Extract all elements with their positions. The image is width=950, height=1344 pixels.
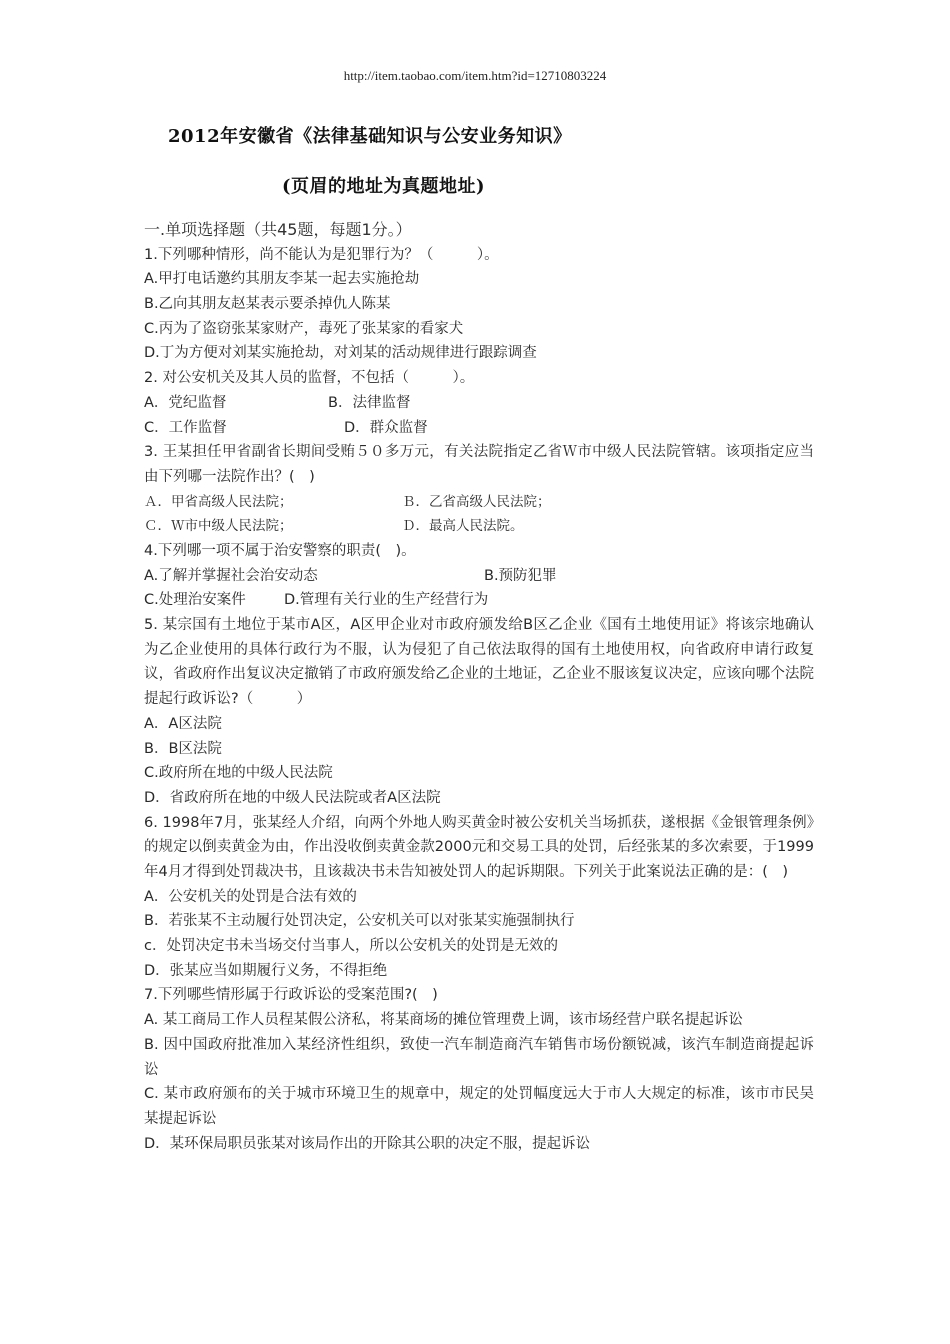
- question-1-option-a: A.甲打电话邀约其朋友李某一起去实施抢劫: [144, 271, 420, 288]
- question-5-option-d: D．省政府所在地的中级人民法院或者A区法院: [144, 789, 441, 806]
- question-4-option-c: C.处理治安案件: [144, 592, 246, 609]
- question-3-stem: 3. 王某担任甲省副省长期间受贿５０多万元，有关法院指定乙省Ｗ市中级人民法院管辖。该项指定应当由下列哪一法院作出？( ): [144, 444, 814, 485]
- question-1-option-b: B.乙向其朋友赵某表示要杀掉仇人陈某: [144, 296, 391, 313]
- question-1-option-d: D.丁为方便对刘某实施抢劫，对刘某的活动规律进行跟踪调查: [144, 345, 537, 362]
- question-4-option-a: A.了解并掌握社会治安动态: [144, 567, 318, 584]
- question-2-option-a: A．党纪监督: [144, 394, 227, 411]
- question-2-option-c: C．工作监督: [144, 419, 227, 436]
- question-4-options-row-1: [144, 564, 814, 589]
- question-6-stem: 6. 1998年7月，张某经人介绍，向两个外地人购买黄金时被公安机关当场抓获，遂根据《金银管理条例》的规定以倒卖黄金为由，作出没收倒卖黄金款2000元和交易工具的处罚，后经张某的多次索要，于1999年4月才得到处罚裁决书，且该裁决书未告知被处罚人的起诉期限。下列关于此案说法正确的是：( ): [144, 814, 814, 880]
- question-5-option-c: C.政府所在地的中级人民法院: [144, 765, 333, 782]
- question-4-option-d: D.管理有关行业的生产经营行为: [284, 592, 489, 609]
- question-2-options-row-1: [144, 391, 814, 416]
- document-subtitle: (页眉的地址为真题地址): [282, 176, 486, 197]
- question-3-options-row-1: [144, 490, 814, 515]
- question-3-option-d: Ｄ．最高人民法院。: [402, 518, 524, 535]
- question-7-option-d: D．某环保局职员张某对该局作出的开除其公职的决定不服，提起诉讼: [144, 1135, 591, 1152]
- question-6-option-c: c．处罚决定书未当场交付当事人，所以公安机关的处罚是无效的: [144, 938, 558, 955]
- question-4-stem: 4.下列哪一项不属于治安警察的职责( )。: [144, 542, 416, 559]
- section-heading: 一.单项选择题（共45题，每题1分。）: [144, 220, 412, 239]
- question-2-option-b: B．法律监督: [328, 394, 411, 411]
- question-2-stem: 2. 对公安机关及其人员的监督，不包括（ ）。: [144, 370, 475, 387]
- question-5-option-b: B．B区法院: [144, 740, 222, 757]
- question-3-option-b: Ｂ．乙省高级人民法院；: [402, 493, 551, 510]
- question-7-option-a: A. 某工商局工作人员程某假公济私，将某商场的摊位管理费上调，该市场经营户联名提起诉讼: [144, 1012, 743, 1029]
- question-4-option-b: B.预防犯罪: [484, 567, 557, 584]
- question-1-option-c: C.丙为了盗窃张某家财产，毒死了张某家的看家犬: [144, 320, 464, 337]
- question-6-option-b: B．若张某不主动履行处罚决定，公安机关可以对张某实施强制执行: [144, 913, 575, 930]
- question-3-option-a: Ａ．甲省高级人民法院；: [144, 493, 293, 510]
- question-list: [144, 218, 814, 1156]
- question-2-option-d: D．群众监督: [344, 419, 428, 436]
- question-3-option-c: Ｃ．Ｗ市中级人民法院；: [144, 518, 293, 535]
- question-4-options-row-2: [144, 588, 814, 613]
- document-title: 2012年安徽省《法律基础知识与公安业务知识》: [168, 126, 572, 147]
- question-7-stem: 7.下列哪些情形属于行政诉讼的受案范围?( ): [144, 987, 438, 1004]
- question-6-option-a: A．公安机关的处罚是合法有效的: [144, 888, 357, 905]
- question-5-option-a: A．A区法院: [144, 715, 222, 732]
- question-5-stem: 5. 某宗国有土地位于某市A区，A区甲企业对市政府颁发给B区乙企业《国有土地使用证》将该宗地确认为乙企业使用的具体行政行为不服，认为侵犯了自己依法取得的国有土地使用权，向省政府申请行政复议，省政府作出复议决定撤销了市政府颁发给乙企业的土地证，乙企业不服该复议决定，应该向哪个法院提起行政诉讼?（ ）: [144, 617, 814, 708]
- header-url[interactable]: http://item.taobao.com/item.htm?id=12710803224: [343, 68, 607, 83]
- question-6-option-d: D．张某应当如期履行义务，不得拒绝: [144, 962, 388, 979]
- question-3-options-row-2: [144, 514, 814, 539]
- question-2-options-row-2: [144, 416, 814, 441]
- question-7-option-b: B. 因中国政府批准加入某经济性组织，致使一汽车制造商汽车销售市场份额锐减，该汽车制造商提起诉讼: [144, 1036, 814, 1078]
- question-1-stem: 1.下列哪种情形，尚不能认为是犯罪行为？（ ）。: [144, 246, 499, 263]
- question-7-option-c: C. 某市政府颁布的关于城市环境卫生的规章中，规定的处罚幅度远大于市人大规定的标准，该市市民吴某提起诉讼: [144, 1086, 814, 1127]
